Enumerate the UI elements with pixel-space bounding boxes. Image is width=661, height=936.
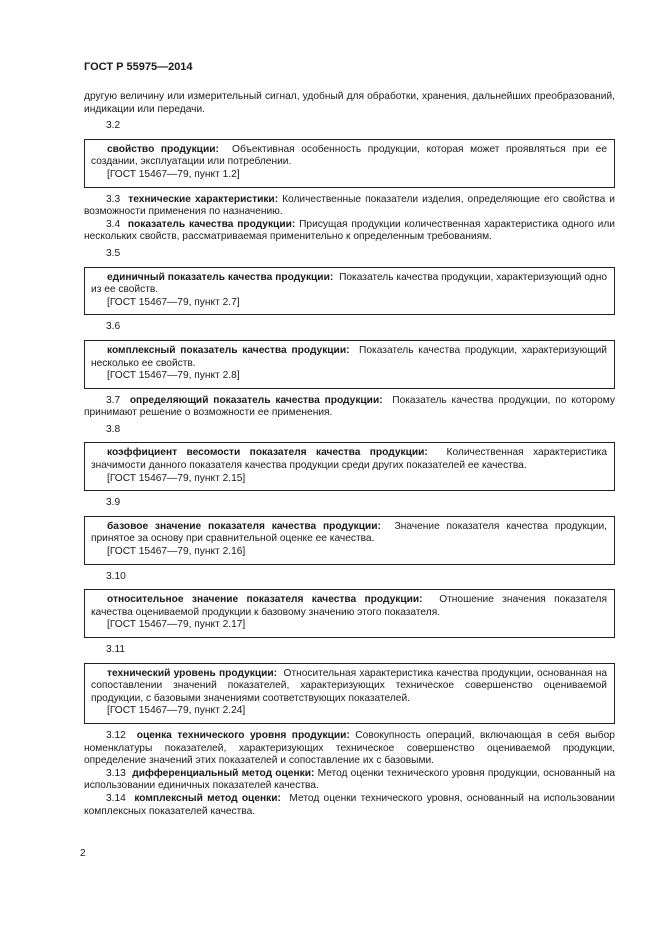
definition-box xyxy=(84,442,615,491)
definition-paragraph xyxy=(84,768,615,793)
definition: Значение показателя качества продукции, принятое за основу при сравнительной оценке ее качества. xyxy=(91,520,607,545)
section-number: 3.2 xyxy=(106,120,121,132)
section-number: 3.3 xyxy=(106,193,121,205)
document-header: ГОСТ Р 55975—2014 xyxy=(84,61,193,73)
source-reference: [ГОСТ 15467—79, пункт 2.8] xyxy=(107,370,240,382)
section-number: 3.4 xyxy=(106,218,121,230)
definition: Совокупность операций, включающая в себя выбор номенклатуры показателей, характеризующих техническое совершенство оцениваемой продукции, определение значений этих показателей и сопоставление их с базовыми. xyxy=(84,729,615,767)
section-number: 3.14 xyxy=(106,792,126,804)
definition-box xyxy=(84,589,615,638)
document-body xyxy=(84,91,615,818)
definition-paragraph xyxy=(84,730,615,768)
term: оценка технического уровня продукции: xyxy=(136,729,350,741)
section-number: 3.13 xyxy=(106,767,126,779)
term: единичный показатель качества продукции: xyxy=(107,271,334,283)
source-reference: [ГОСТ 15467—79, пункт 1.2] xyxy=(107,168,240,180)
term: относительное значение показателя качества продукции: xyxy=(107,594,423,606)
term: комплексный метод оценки: xyxy=(134,792,281,804)
definition: Показатель качества продукции, характеризующий одно из ее свойств. xyxy=(91,271,607,296)
source-reference: [ГОСТ 15467—79, пункт 2.15] xyxy=(107,472,246,484)
term: базовое значение показателя качества продукции: xyxy=(107,520,381,532)
definition: Относительная характеристика качества продукции, основанная на сопоставлении значений показателей, характеризующих техническое совершенство оцениваемой продукции, с базовыми значениями соответствующих показателей. xyxy=(91,667,608,704)
section-number: 3.7 xyxy=(106,394,121,406)
source-reference: [ГОСТ 15467—79, пункт 2.24] xyxy=(107,705,246,717)
definition: Отношение значения показателя качества оцениваемой продукции к базовому значению этого показателя. xyxy=(91,594,607,618)
definition-paragraph xyxy=(84,219,615,244)
page-number: 2 xyxy=(80,848,86,859)
source-reference: [ГОСТ 15467—79, пункт 2.7] xyxy=(107,296,240,308)
definition: Количественные показатели изделия, определяющие его свойства и возможности применения по назначению. xyxy=(84,193,615,218)
definition-box xyxy=(84,267,615,316)
definition-paragraph xyxy=(84,194,615,219)
section-number: 3.11 xyxy=(106,644,126,655)
term: коэффициент весомости показателя качества продукции: xyxy=(107,447,428,459)
term: комплексный показатель качества продукции: xyxy=(107,344,350,356)
definition: Показатель качества продукции, по которому принимают решение о возможности ее применения. xyxy=(84,394,615,419)
term: определяющий показатель качества продукции: xyxy=(129,394,383,406)
definition: Показатель качества продукции, характеризующий несколько ее свойств. xyxy=(91,344,607,369)
definition-box xyxy=(84,340,615,389)
section-number: 3.5 xyxy=(106,247,121,259)
intro-paragraph: другую величину или измерительный сигнал, удобный для обработки, хранения, дальнейших преобразований, индикации или передачи. xyxy=(84,91,615,115)
term: дифференциальный метод оценки: xyxy=(132,767,315,779)
definition-box xyxy=(84,516,615,565)
definition-box xyxy=(84,663,615,724)
term: показатель качества продукции: xyxy=(127,218,296,230)
term: свойство продукции: xyxy=(107,143,219,155)
definition-box xyxy=(84,139,615,188)
definition-paragraph xyxy=(84,395,615,420)
section-number: 3.12 xyxy=(106,729,126,741)
definition: Количественная характеристика значимости данного показателя качества продукции среди других показателей ее качества. xyxy=(91,447,607,472)
definition: Метод оценки технического уровня, основанный на использовании комплексных показателей качества. xyxy=(84,792,615,817)
term: технические характеристики: xyxy=(128,193,279,205)
section-number: 3.6 xyxy=(106,321,121,333)
section-number: 3.9 xyxy=(106,497,121,509)
section-number: 3.10 xyxy=(106,570,126,582)
definition-paragraph xyxy=(84,793,615,818)
source-reference: [ГОСТ 15467—79, пункт 2.16] xyxy=(107,546,246,558)
term: технический уровень продукции: xyxy=(107,667,278,679)
definition: Метод оценки технического уровня продукции, основанный на использовании единичных показателей качества. xyxy=(84,767,615,792)
section-number: 3.8 xyxy=(106,423,121,435)
definition: Объективная особенность продукции, которая может проявляться при ее создании, эксплуатации или потреблении. xyxy=(91,143,607,168)
source-reference: [ГОСТ 15467—79, пункт 2.17] xyxy=(107,619,246,631)
definition: Присущая продукции количественная характеристика одного или нескольких свойств, рассматриваемая применительно к определенным требованиям. xyxy=(84,218,615,243)
